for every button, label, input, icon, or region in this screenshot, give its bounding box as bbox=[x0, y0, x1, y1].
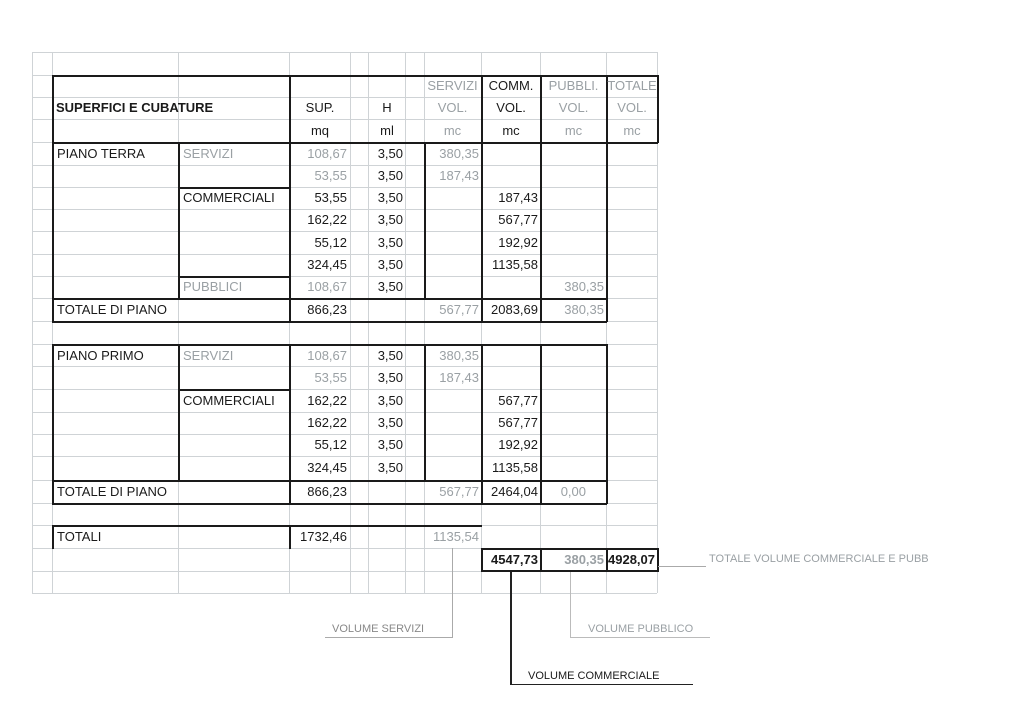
header-vol-totale: VOL. bbox=[617, 100, 647, 115]
grid-line bbox=[32, 165, 657, 166]
header-totale: TOTALE bbox=[607, 78, 657, 93]
totale-piano-servizi: 567,77 bbox=[439, 484, 479, 499]
cell-h: 3,50 bbox=[377, 370, 403, 385]
grid-line bbox=[32, 209, 657, 210]
group-label-commerciali: COMMERCIALI bbox=[183, 393, 275, 408]
cell-h: 3,50 bbox=[377, 146, 403, 161]
cell-servizi: 187,43 bbox=[439, 370, 479, 385]
cell-sup: 55,12 bbox=[314, 437, 347, 452]
grid-line bbox=[32, 119, 657, 120]
header-vol-pubbli: VOL. bbox=[558, 100, 589, 115]
unit-h: ml bbox=[380, 123, 394, 138]
group-label-commerciali: COMMERCIALI bbox=[183, 190, 275, 205]
cell-sup: 108,67 bbox=[307, 146, 347, 161]
cell-pubbli: 380,35 bbox=[564, 279, 604, 294]
cell-comm: 567,77 bbox=[498, 415, 538, 430]
cell-sup: 108,67 bbox=[307, 348, 347, 363]
grid-line bbox=[32, 412, 657, 413]
grid-line bbox=[32, 187, 657, 188]
header-sup: SUP. bbox=[305, 100, 335, 115]
cell-comm: 187,43 bbox=[498, 190, 538, 205]
border-line bbox=[52, 142, 658, 144]
totale-piano-sup: 866,23 bbox=[307, 302, 347, 317]
grid-line bbox=[32, 434, 657, 435]
border-line bbox=[52, 298, 607, 300]
grid-line bbox=[32, 456, 657, 457]
border-line bbox=[52, 525, 54, 549]
header-vol-comm: VOL. bbox=[496, 100, 526, 115]
border-line bbox=[481, 548, 658, 550]
grid-line bbox=[32, 593, 657, 594]
totale-piano-servizi: 567,77 bbox=[439, 302, 479, 317]
group-label-servizi: SERVIZI bbox=[183, 146, 234, 161]
border-line bbox=[424, 142, 426, 298]
border-line bbox=[52, 75, 54, 143]
totali-totale: 4928,07 bbox=[608, 552, 655, 567]
group-label-servizi: SERVIZI bbox=[183, 348, 234, 363]
cell-h: 3,50 bbox=[377, 279, 403, 294]
border-line bbox=[178, 142, 180, 298]
header-comm: COMM. bbox=[488, 78, 534, 93]
floor-label-terra: PIANO TERRA bbox=[57, 146, 145, 161]
callout-line bbox=[325, 637, 453, 638]
cell-comm: 1135,58 bbox=[491, 460, 538, 475]
grid-line bbox=[32, 52, 33, 593]
cell-servizi: 380,35 bbox=[439, 348, 479, 363]
grid-line bbox=[32, 276, 657, 277]
totale-piano-label: TOTALE DI PIANO bbox=[57, 302, 168, 317]
header-pubbli: PUBBLI. bbox=[548, 78, 599, 93]
cell-sup: 162,22 bbox=[307, 415, 347, 430]
unit-totale: mc bbox=[623, 123, 641, 138]
callout-line bbox=[452, 548, 453, 638]
callout-totale: TOTALE VOLUME COMMERCIALE E PUBB bbox=[709, 553, 929, 565]
cell-h: 3,50 bbox=[377, 437, 403, 452]
cell-comm: 1135,58 bbox=[491, 257, 538, 272]
cell-sup: 324,45 bbox=[307, 257, 347, 272]
grid-line bbox=[32, 97, 657, 98]
cell-h: 3,50 bbox=[377, 393, 403, 408]
totali-servizi: 1135,54 bbox=[432, 529, 479, 544]
header-servizi: SERVIZI bbox=[427, 78, 478, 93]
totale-piano-pubbli: 380,35 bbox=[564, 302, 604, 317]
cell-comm: 567,77 bbox=[498, 212, 538, 227]
cell-sup: 162,22 bbox=[307, 212, 347, 227]
totali-comm: 4547,73 bbox=[491, 552, 538, 567]
cell-h: 3,50 bbox=[377, 235, 403, 250]
cell-sup: 55,12 bbox=[314, 235, 347, 250]
border-line bbox=[52, 321, 607, 323]
cell-sup: 53,55 bbox=[314, 168, 347, 183]
cell-h: 3,50 bbox=[377, 212, 403, 227]
header-vol-servizi: VOL. bbox=[437, 100, 468, 115]
cell-comm: 192,92 bbox=[498, 235, 538, 250]
cell-sup: 162,22 bbox=[307, 393, 347, 408]
border-line bbox=[52, 344, 607, 346]
cell-comm: 567,77 bbox=[498, 393, 538, 408]
totale-piano-pubbli: 0,00 bbox=[560, 484, 586, 499]
grid-line bbox=[32, 231, 657, 232]
border-line bbox=[178, 344, 180, 481]
border-line bbox=[657, 75, 659, 143]
cell-sup: 53,55 bbox=[314, 190, 347, 205]
callout-volume-pubblico: VOLUME PUBBLICO bbox=[588, 623, 694, 635]
grid-line bbox=[32, 52, 657, 53]
grid-line bbox=[32, 366, 657, 367]
callout-volume-servizi: VOLUME SERVIZI bbox=[332, 623, 425, 635]
border-line bbox=[52, 503, 607, 505]
border-line bbox=[657, 548, 659, 572]
callout-volume-commerciale: VOLUME COMMERCIALE bbox=[528, 670, 660, 682]
border-line bbox=[52, 142, 54, 322]
cell-h: 3,50 bbox=[377, 168, 403, 183]
border-line bbox=[606, 142, 608, 322]
cell-h: 3,50 bbox=[377, 415, 403, 430]
cell-sup: 108,67 bbox=[307, 279, 347, 294]
border-line bbox=[481, 142, 483, 322]
unit-pubbli: mc bbox=[564, 123, 583, 138]
callout-line bbox=[510, 572, 512, 685]
cell-h: 3,50 bbox=[377, 460, 403, 475]
grid-line bbox=[32, 389, 657, 390]
floor-label-primo: PIANO PRIMO bbox=[57, 348, 144, 363]
totali-sup: 1732,46 bbox=[300, 529, 347, 544]
totali-pubbli: 380,35 bbox=[564, 552, 604, 567]
totale-piano-sup: 866,23 bbox=[307, 484, 347, 499]
border-line bbox=[178, 389, 289, 391]
unit-servizi: mc bbox=[443, 123, 462, 138]
cell-servizi: 380,35 bbox=[439, 146, 479, 161]
cell-servizi: 187,43 bbox=[439, 168, 479, 183]
unit-sup: mq bbox=[310, 123, 330, 138]
grid-line bbox=[32, 254, 657, 255]
border-line bbox=[52, 480, 607, 482]
page-title: SUPERFICI E CUBATURE bbox=[56, 100, 214, 115]
totale-piano-comm: 2083,69 bbox=[491, 302, 538, 317]
totale-piano-label: TOTALE DI PIANO bbox=[57, 484, 168, 499]
border-line bbox=[52, 525, 482, 527]
unit-comm: mc bbox=[502, 123, 520, 138]
callout-line bbox=[570, 572, 571, 637]
header-h: H bbox=[382, 100, 392, 115]
cell-sup: 53,55 bbox=[314, 370, 347, 385]
cell-h: 3,50 bbox=[377, 257, 403, 272]
callout-line bbox=[658, 566, 706, 567]
group-label-pubblici: PUBBLICI bbox=[183, 279, 243, 294]
callout-line bbox=[510, 684, 693, 685]
totale-piano-comm: 2464,04 bbox=[491, 484, 538, 499]
cell-comm: 192,92 bbox=[498, 437, 538, 452]
cell-h: 3,50 bbox=[377, 348, 403, 363]
cell-sup: 324,45 bbox=[307, 460, 347, 475]
cell-h: 3,50 bbox=[377, 190, 403, 205]
totali-label: TOTALI bbox=[57, 529, 102, 544]
callout-line bbox=[570, 637, 710, 638]
